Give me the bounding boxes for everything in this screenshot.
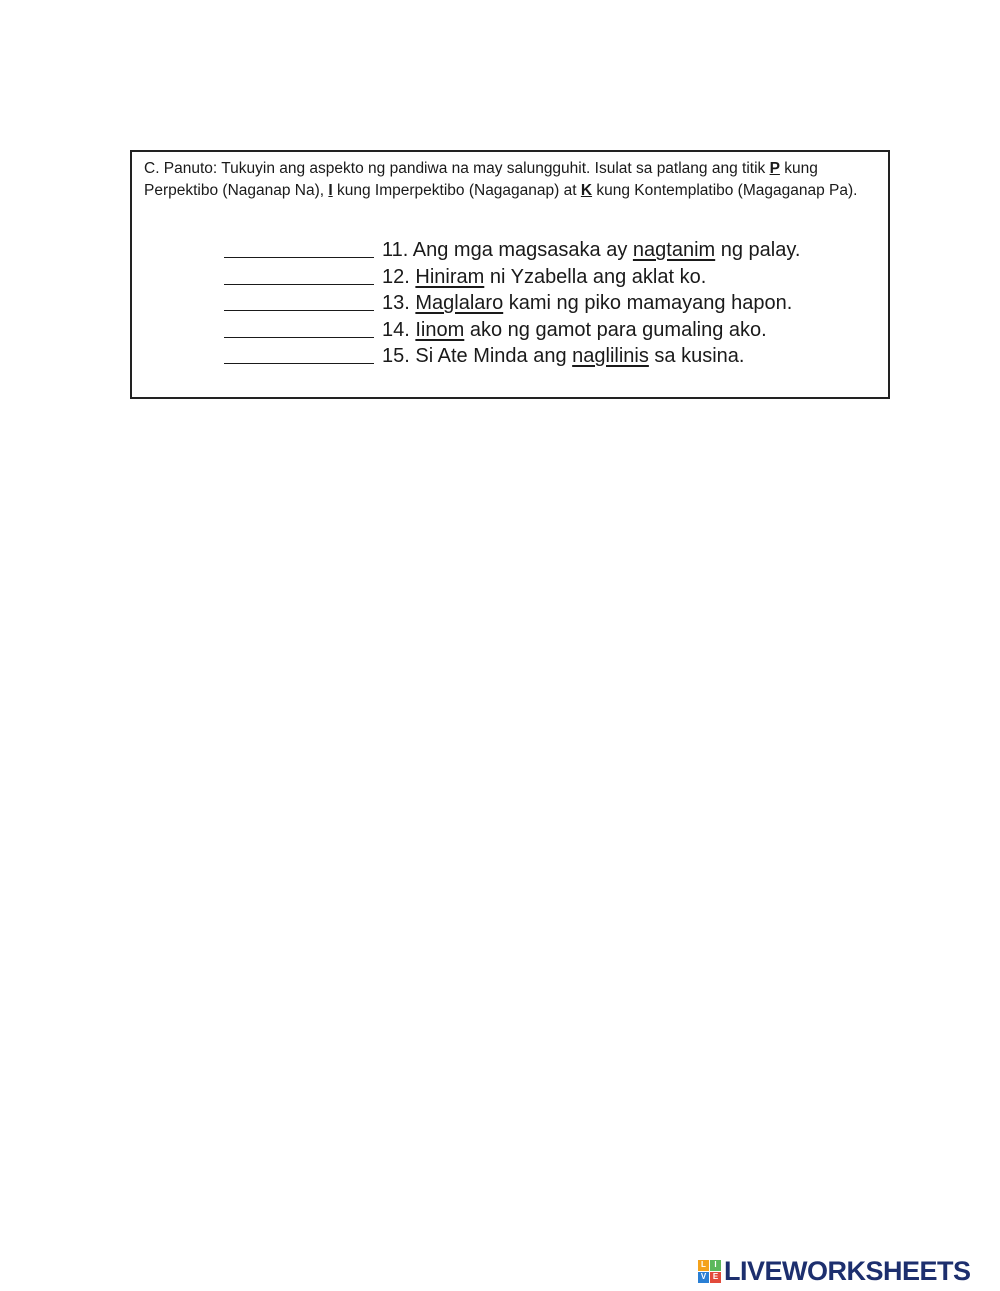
instructions-part2: kung Perpektibo (Naganap Na), bbox=[144, 160, 818, 199]
question-text-after: ako ng gamot para gumaling ako. bbox=[464, 318, 767, 341]
question-number: 14. bbox=[382, 318, 410, 341]
answer-blank-13[interactable] bbox=[224, 292, 374, 311]
question-item-12 bbox=[224, 264, 800, 291]
question-item-15 bbox=[224, 343, 800, 370]
instructions-text bbox=[144, 158, 884, 202]
answer-blank-12[interactable] bbox=[224, 266, 374, 285]
key-letter-p: P bbox=[769, 160, 780, 177]
underlined-verb: Maglalaro bbox=[415, 292, 504, 314]
logo-text: LIVEWORKSHEETS bbox=[724, 1255, 971, 1286]
logo-icon-letter: E bbox=[710, 1272, 721, 1283]
question-text-after: kami ng piko mamayang hapon. bbox=[503, 292, 793, 314]
question-text-after: sa kusina. bbox=[648, 345, 745, 367]
question-item-11 bbox=[224, 237, 800, 264]
instruction-box bbox=[130, 150, 890, 399]
question-text-after: ng palay. bbox=[715, 239, 801, 261]
logo-icon-letter: L bbox=[698, 1260, 709, 1271]
question-list bbox=[224, 237, 800, 370]
question-number: 13. bbox=[382, 292, 410, 314]
question-item-13 bbox=[224, 290, 800, 317]
question-text-before: Si Ate Minda ang bbox=[415, 345, 573, 367]
underlined-verb: nagtanim bbox=[632, 239, 716, 261]
logo-icon-letter: I bbox=[710, 1260, 721, 1271]
underlined-verb: naglilinis bbox=[572, 345, 649, 367]
logo-icon-letter: V bbox=[698, 1272, 709, 1283]
logo-icon bbox=[698, 1260, 721, 1283]
question-number: 12. bbox=[382, 265, 410, 288]
liveworksheets-logo bbox=[698, 1257, 971, 1285]
answer-blank-15[interactable] bbox=[224, 345, 374, 364]
question-text-after: ni Yzabella ang aklat ko. bbox=[484, 265, 707, 288]
instructions-part3: kung Imperpektibo (Nagaganap) at bbox=[332, 182, 581, 199]
instructions-part1: C. Panuto: Tukuyin ang aspekto ng pandiwa na may salungguhit. Isulat sa patlang ang titik bbox=[144, 160, 770, 177]
instructions-part4: kung Kontemplatibo (Magaganap Pa). bbox=[592, 182, 858, 199]
key-letter-i: I bbox=[328, 182, 333, 199]
question-text-before: Ang mga magsasaka ay bbox=[412, 239, 633, 261]
underlined-verb: Hiniram bbox=[415, 265, 485, 288]
key-letter-k: K bbox=[580, 182, 593, 199]
answer-blank-11[interactable] bbox=[224, 239, 374, 258]
answer-blank-14[interactable] bbox=[224, 319, 374, 338]
underlined-verb: Iinom bbox=[415, 318, 465, 341]
question-number: 11. bbox=[382, 239, 409, 261]
question-item-14 bbox=[224, 317, 800, 344]
question-number: 15. bbox=[382, 345, 410, 367]
